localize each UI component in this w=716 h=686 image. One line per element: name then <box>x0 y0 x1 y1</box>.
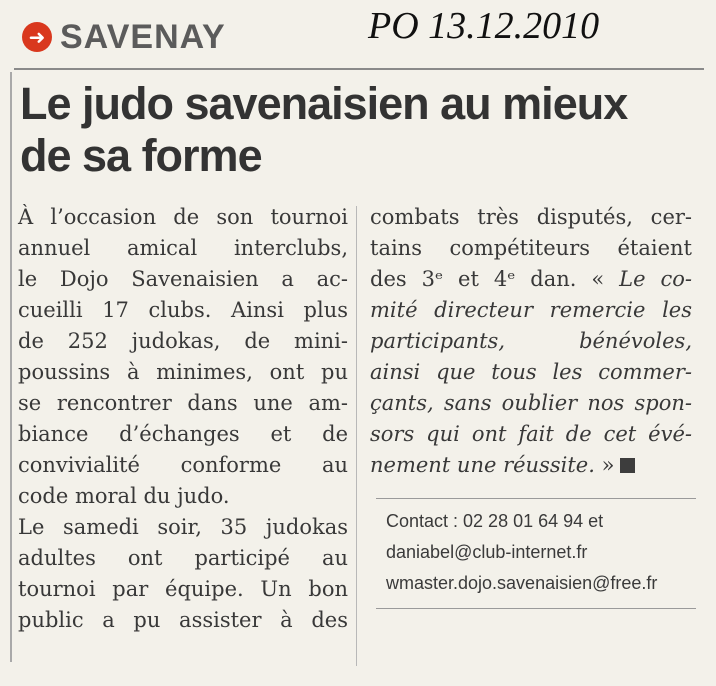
body-line: code moral du judo. <box>18 484 230 508</box>
body-line: de 252 judokas, de mini- <box>18 329 348 353</box>
body-line: combats très disputés, cer- <box>370 205 692 229</box>
header-rule <box>14 68 704 70</box>
body-line: annuel amical interclubs, <box>18 236 348 260</box>
contact-rule-bottom <box>376 608 696 609</box>
quote-text: nement une réussite. <box>370 453 595 477</box>
handwritten-date-stamp: PO 13.12.2010 <box>368 5 600 47</box>
body-line: convivialité conforme au <box>18 453 348 477</box>
end-of-article-square-icon <box>620 458 635 473</box>
body-line: cueilli 17 clubs. Ainsi plus <box>18 298 348 322</box>
contact-phone: Contact : 02 28 01 64 94 et <box>386 511 604 531</box>
contact-rule <box>376 498 696 499</box>
quote-line: participants, bénévoles, <box>370 329 692 353</box>
headline-line-2: de sa forme <box>20 130 262 181</box>
section-header <box>22 12 226 62</box>
column-divider <box>356 206 357 666</box>
quote-line: çants, sans oublier nos spon- <box>370 391 692 415</box>
quote-text: Le co- <box>619 267 692 291</box>
contact-email-1: daniabel@club-internet.fr <box>386 542 588 562</box>
body-line: se rencontrer dans une am- <box>18 391 348 415</box>
article-column-right <box>370 202 692 481</box>
arrow-right-circle-icon: ➜ <box>22 22 52 52</box>
left-margin-rule <box>10 72 12 662</box>
section-name: SAVENAY <box>60 17 226 56</box>
body-line: poussins à minimes, ont pu <box>18 360 348 384</box>
quote-line: mité directeur remercie les <box>370 298 692 322</box>
quote-close: » <box>594 453 615 477</box>
article-column-left <box>18 202 348 636</box>
contact-block <box>386 506 696 599</box>
body-line: tains compétiteurs étaient <box>370 236 692 260</box>
quote-line-end <box>370 450 692 481</box>
body-line: tournoi par équipe. Un bon <box>18 577 348 601</box>
body-text: des 3ᵉ et 4ᵉ dan. « <box>370 267 620 291</box>
body-line: Le samedi soir, 35 judokas <box>18 515 348 539</box>
contact-email-2: wmaster.dojo.savenaisien@free.fr <box>386 573 658 593</box>
quote-line: ainsi que tous les commer- <box>370 360 692 384</box>
body-line: public a pu assister à des <box>18 608 348 632</box>
headline-line-1: Le judo savenaisien au mieux <box>20 78 628 129</box>
body-line: le Dojo Savenaisien a ac- <box>18 267 348 291</box>
body-line: À l’occasion de son tournoi <box>18 205 348 229</box>
body-line-quote-start <box>370 264 692 295</box>
quote-line: sors qui ont fait de cet évé- <box>370 422 692 446</box>
article-headline <box>20 78 700 182</box>
body-line: biance d’échanges et de <box>18 422 348 446</box>
body-line: adultes ont participé au <box>18 546 348 570</box>
